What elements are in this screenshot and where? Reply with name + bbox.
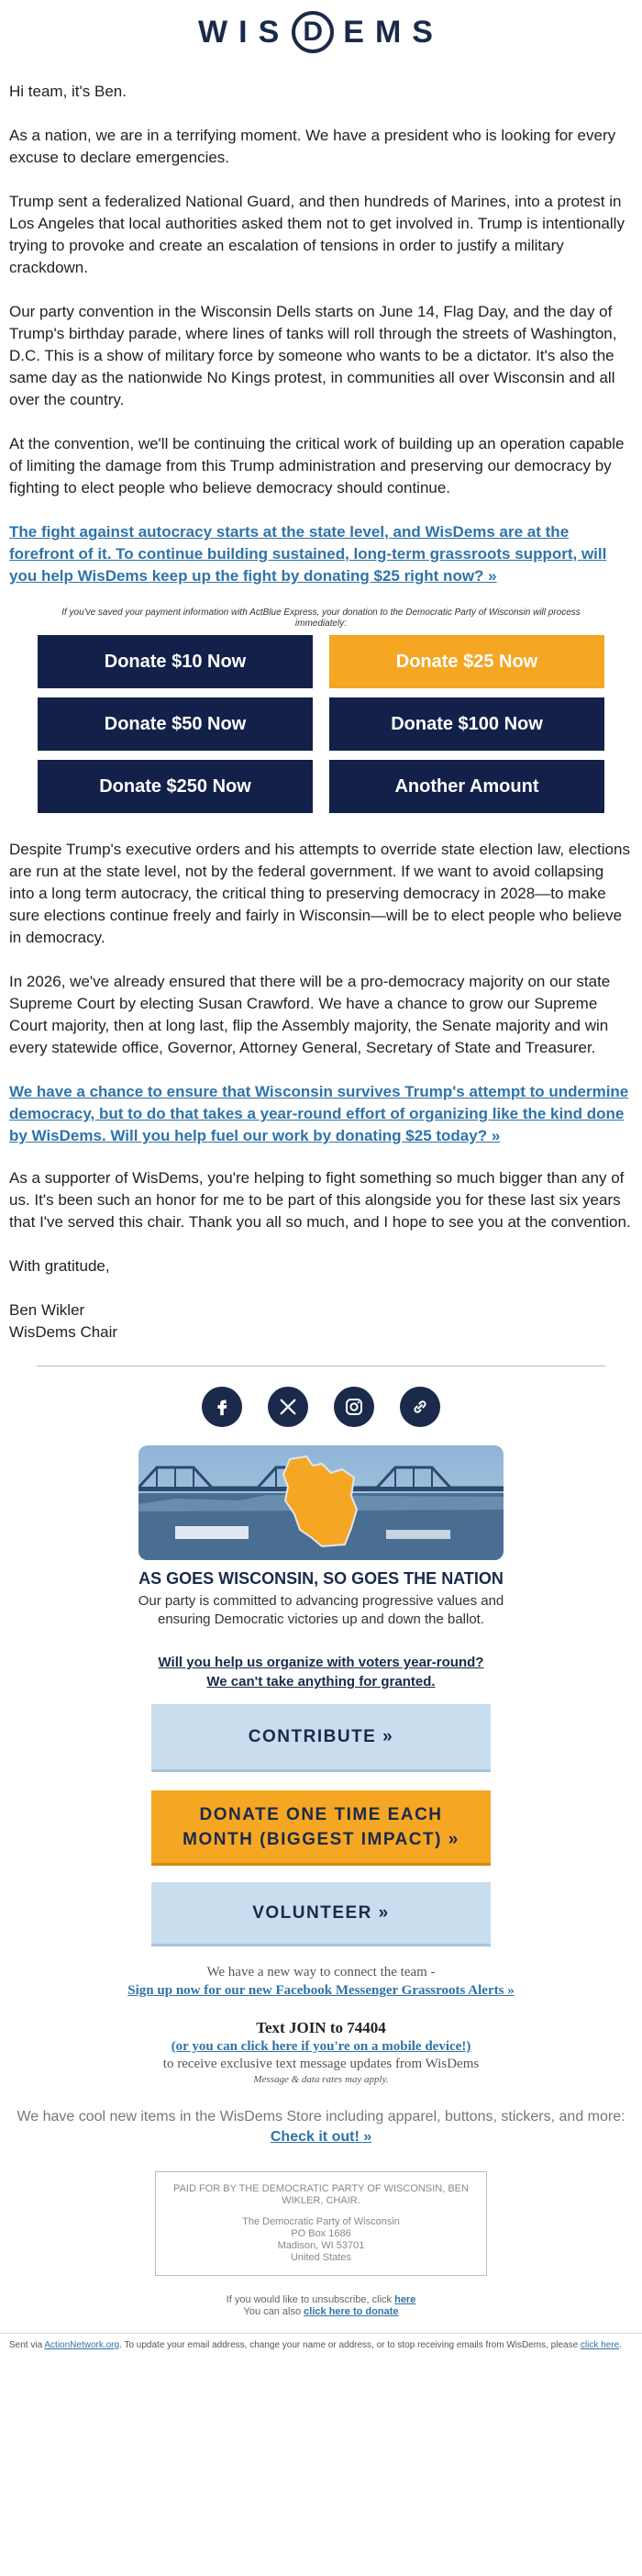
sent-via-end: . — [619, 2340, 622, 2350]
paid-for-line: PAID FOR BY THE DEMOCRATIC PARTY OF WISCONSIN, BEN WIKLER, CHAIR. — [173, 2183, 469, 2206]
address-country: United States — [290, 2252, 352, 2263]
actblue-note: If you've saved your payment information with ActBlue Express, your donation to the Democratic Party of Wisconsin will process immediately: — [61, 608, 581, 629]
signer-title: WisDems Chair — [9, 1323, 118, 1341]
unsubscribe-block — [0, 2294, 642, 2318]
tagline-text: Our party is committed to advancing progressive values and ensuring Democratic victories up and down the ballot. — [138, 1593, 504, 1627]
paragraph-7: As a supporter of WisDems, you're helping to fight something so much bigger than any of us. It's been such an honor for me to be part of this alongside you for these last six years that I've served this chair. Thank you all so much, and I hope to see you at the convention. — [9, 1169, 631, 1231]
address-city: Madison, WI 53701 — [277, 2240, 365, 2251]
logo-ring — [292, 11, 334, 53]
facebook-messenger-link[interactable]: Sign up now for our new Facebook Messenger Grassroots Alerts » — [127, 1983, 515, 1998]
donate-25-button[interactable]: Donate $25 Now — [329, 635, 604, 688]
paragraph-5: Despite Trump's executive orders and his attempts to override state election law, elections are run at the state level, not by the federal government. If we want to avoid collapsing into a long term autocracy, the critical thing to preserving democracy in 2028—to make sure elections continue freely and fairly in Wisconsin—will be to elect people who believe in democracy. — [9, 841, 630, 946]
greeting: Hi team, it's Ben. — [9, 83, 127, 100]
logo-text-left: WIS — [198, 14, 291, 50]
paid-for-box — [155, 2171, 487, 2276]
letter-body — [0, 64, 642, 1344]
paragraph-3: Our party convention in the Wisconsin Dells starts on June 14, Flag Day, and the day of Trump's birthday parade, where lines of tanks will roll through the streets of Washington, D.C. This is a show of military force by someone who wants to be a dictator. It's also the same day as the nationwide No Kings protest, in communities all over Wisconsin and all over the country. — [9, 303, 617, 408]
volunteer-button[interactable]: VOLUNTEER » — [151, 1882, 491, 1946]
donate-10-button[interactable]: Donate $10 Now — [38, 635, 313, 688]
tagline-heading: AS GOES WISCONSIN, SO GOES THE NATION — [138, 1569, 504, 1588]
monthly-donate-label: DONATE ONE TIME EACH MONTH (BIGGEST IMPACT) » — [183, 1804, 459, 1849]
paragraph-1: As a nation, we are in a terrifying moment. We have a president who is looking for every excuse to declare emergencies. — [9, 127, 616, 166]
donate-100-button[interactable]: Donate $100 Now — [329, 697, 604, 751]
donate-text: You can also — [243, 2306, 302, 2317]
address-org: The Democratic Party of Wisconsin — [242, 2216, 400, 2227]
closing: With gratitude, — [9, 1257, 110, 1275]
instagram-icon[interactable] — [334, 1387, 374, 1427]
sent-via-rest: . To update your email address, change your name or address, or to stop receiving emails from WisDems, please — [119, 2340, 579, 2350]
signer-name: Ben Wikler — [9, 1301, 85, 1319]
address-po: PO Box 1686 — [291, 2228, 351, 2239]
donate-cta-link-2[interactable]: We have a chance to ensure that Wisconsin survives Trump's attempt to undermine democracy, but to do that takes a year-round effort of organizing like the kind done by WisDems. Will you help fuel our work by donating $25 today? » — [9, 1083, 629, 1144]
text-join-rates-note: Message & data rates may apply. — [253, 2074, 389, 2085]
wisdems-logo[interactable] — [198, 11, 444, 53]
sent-via-footer — [0, 2334, 642, 2357]
donate-footer-link[interactable]: click here to donate — [304, 2306, 399, 2317]
actionnetwork-link[interactable]: ActionNetwork.org — [44, 2340, 120, 2350]
paragraph-2: Trump sent a federalized National Guard, and then hundreds of Marines, into a protest in Los Angeles that local authorities asked them not to get involved in. Trump is intentionally trying to provoke and create an escalation of tensions in order to justify a military crackdown. — [9, 193, 625, 276]
text-join-description: to receive exclusive text message updates from WisDems — [162, 2057, 480, 2071]
logo-text-right: EMS — [343, 14, 444, 50]
organize-ask-link[interactable]: Will you help us organize with voters year-round? We can't take anything for granted. — [158, 1655, 484, 1689]
facebook-messenger-intro: We have a new way to connect the team - — [206, 1965, 436, 1979]
paragraph-4: At the convention, we'll be continuing the critical work of building up an operation capable of limiting the damage from this Trump administration and preserving our democracy by fighting to elect people who believe democracy should continue. — [9, 435, 625, 496]
store-promo-text: We have cool new items in the WisDems Store including apparel, buttons, stickers, and more: — [17, 2109, 625, 2124]
facebook-icon[interactable] — [202, 1387, 242, 1427]
sent-via-prefix: Sent via — [9, 2340, 43, 2350]
donate-cta-link-1[interactable]: The fight against autocracy starts at the state level, and WisDems are at the forefront of it. To continue building sustained, long-term grassroots support, will you help WisDems keep up the fight by donating $25 right now? » — [9, 523, 607, 585]
text-join-heading: Text JOIN to 74404 — [256, 2019, 386, 2036]
unsubscribe-link[interactable]: here — [394, 2294, 416, 2305]
logo-text-mid: D — [303, 17, 324, 47]
donate-50-button[interactable]: Donate $50 Now — [38, 697, 313, 751]
donate-button-grid — [9, 635, 633, 813]
link-icon[interactable] — [400, 1387, 440, 1427]
store-link[interactable]: Check it out! » — [270, 2129, 372, 2145]
x-icon[interactable] — [268, 1387, 308, 1427]
manage-subscription-link[interactable]: click here — [580, 2340, 620, 2350]
unsubscribe-text: If you would like to unsubscribe, click — [226, 2294, 393, 2305]
header — [0, 0, 642, 64]
text-join-mobile-link[interactable]: (or you can click here if you're on a mobile device!) — [171, 2039, 471, 2054]
contribute-button[interactable]: CONTRIBUTE » — [151, 1704, 491, 1772]
donate-other-amount-button[interactable]: Another Amount — [329, 760, 604, 813]
paragraph-6: In 2026, we've already ensured that there will be a pro-democracy majority on our state Supreme Court by electing Susan Crawford. We have a chance to grow our Supreme Court majority, then at long last, flip the Assembly majority, the Senate majority and win every statewide office, Governor, Attorney General, Secretary of State and Treasurer. — [9, 973, 611, 1056]
wisconsin-banner-image — [138, 1445, 504, 1560]
donate-250-button[interactable]: Donate $250 Now — [38, 760, 313, 813]
social-links — [0, 1387, 642, 1427]
monthly-donate-button[interactable] — [151, 1790, 491, 1866]
